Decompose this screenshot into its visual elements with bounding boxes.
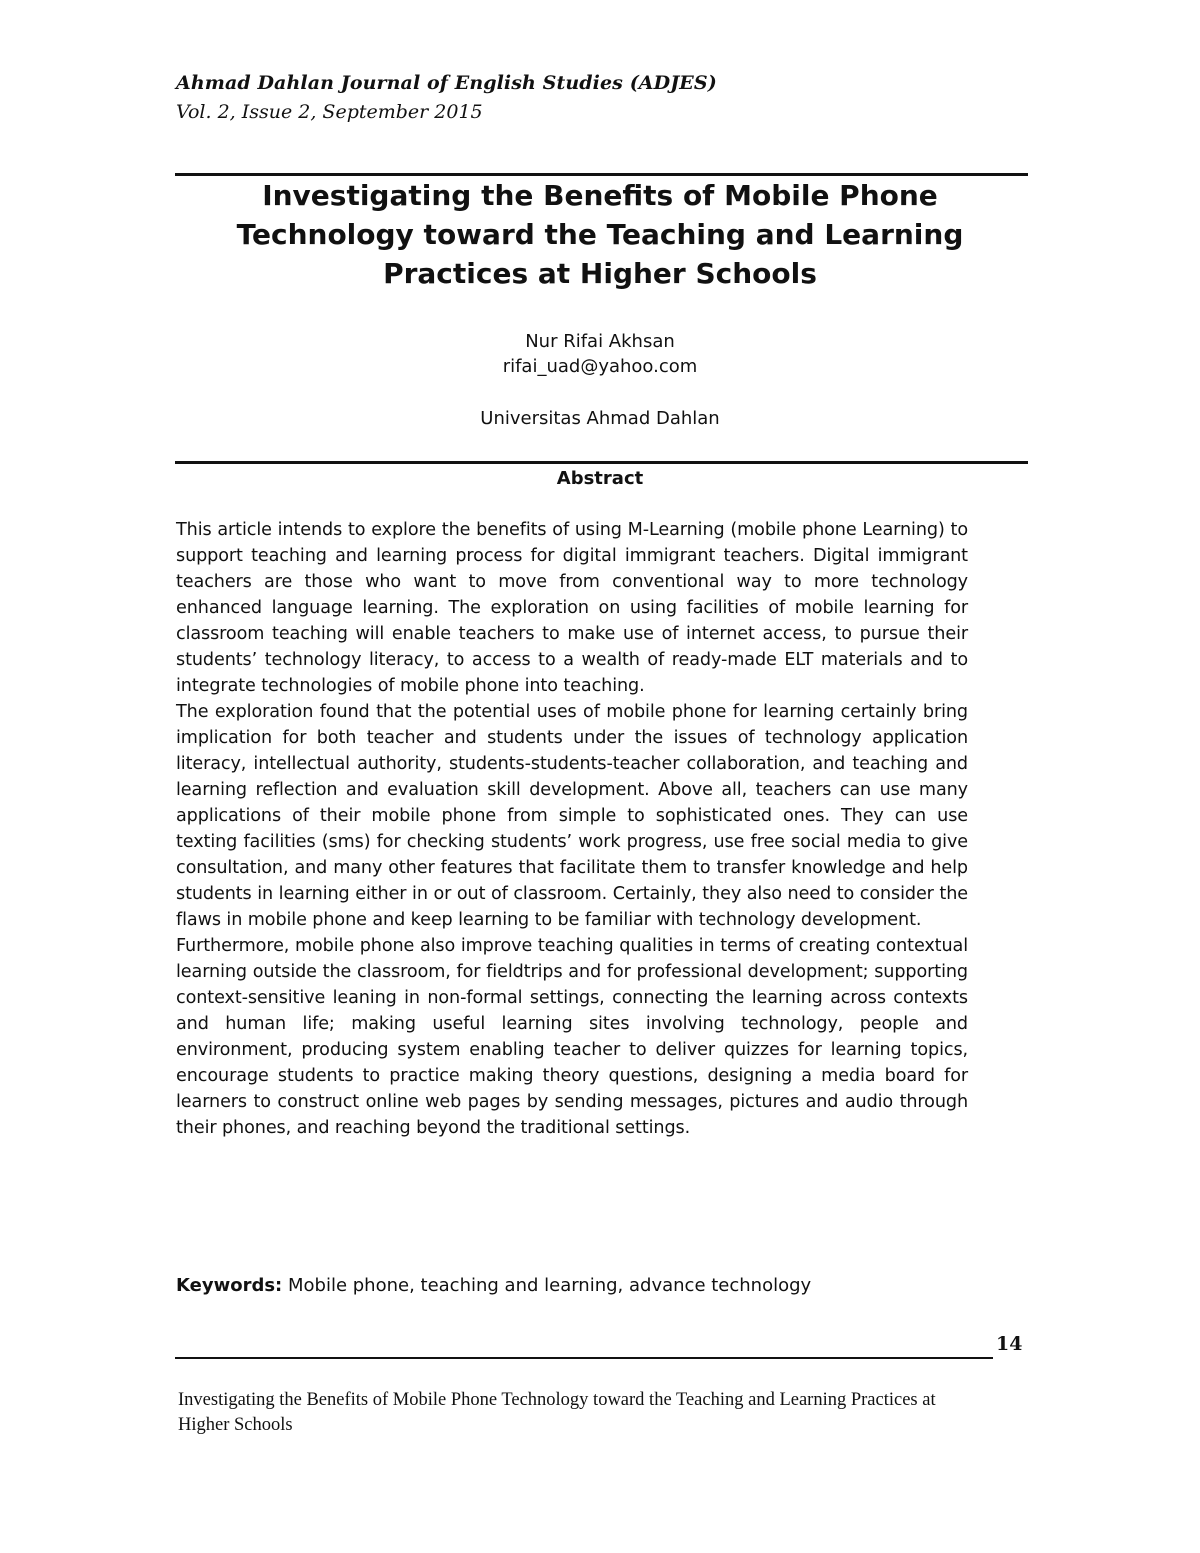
author-affiliation: Universitas Ahmad Dahlan [480, 408, 720, 429]
journal-issue: Vol. 2, Issue 2, September 2015 [176, 101, 483, 123]
author-name: Nur Rifai Akhsan [525, 331, 675, 352]
journal-name: Ahmad Dahlan Journal of English Studies (ADJES) [176, 72, 717, 94]
keywords-label: Keywords: [176, 1275, 283, 1296]
footer-divider [175, 1357, 993, 1359]
running-footer-title: Investigating the Benefits of Mobile Phone Technology toward the Teaching and Learning Practices at Higher Schools [178, 1390, 936, 1435]
page-number: 14 [996, 1333, 1023, 1355]
abstract-paragraph: The exploration found that the potential uses of mobile phone for learning certainly bring implication for both teacher and students under the issues of technology application literacy, intellectual authority, students-students-teacher collaboration, and teaching and learning reflection and evaluation skill development. Above all, teachers can use many applications of their mobile phone from simple to sophisticated ones. They can use texting facilities (sms) for checking students’ work progress, use free social media to give consultation, and many other features that facilitate them to transfer knowledge and help students in learning either in or out of classroom. Certainly, they also need to consider the flaws in mobile phone and keep learning to be familiar with technology development. [176, 702, 968, 930]
article-title: Investigating the Benefits of Mobile Phone Technology toward the Teaching and Learning Practices at Higher Schools [236, 179, 964, 290]
abstract-paragraph: Furthermore, mobile phone also improve teaching qualities in terms of creating contextual learning outside the classroom, for fieldtrips and for professional development; supporting context-sensitive leaning in non-formal settings, connecting the learning across contexts and human life; making useful learning sites involving technology, people and environment, producing system enabling teacher to deliver quizzes for learning topics, encourage students to practice making theory questions, designing a media board for learners to construct online web pages by sending messages, pictures and audio through their phones, and reaching beyond the traditional settings. [176, 936, 968, 1138]
abstract-paragraph: This article intends to explore the benefits of using M-Learning (mobile phone Learning) to support teaching and learning process for digital immigrant teachers. Digital immigrant teachers are those who want to move from conventional way to more technology enhanced language learning. The exploration on using facilities of mobile learning for classroom teaching will enable teachers to make use of internet access, to pursue their students’ technology literacy, to access to a wealth of ready-made ELT materials and to integrate technologies of mobile phone into teaching. [176, 520, 968, 696]
abstract-divider [175, 461, 1028, 464]
keywords-line [176, 1273, 968, 1299]
abstract-body [176, 517, 968, 1141]
abstract-heading: Abstract [556, 468, 644, 489]
keywords-text: Mobile phone, teaching and learning, advance technology [282, 1275, 812, 1296]
author-email: rifai_uad@yahoo.com [502, 356, 698, 377]
